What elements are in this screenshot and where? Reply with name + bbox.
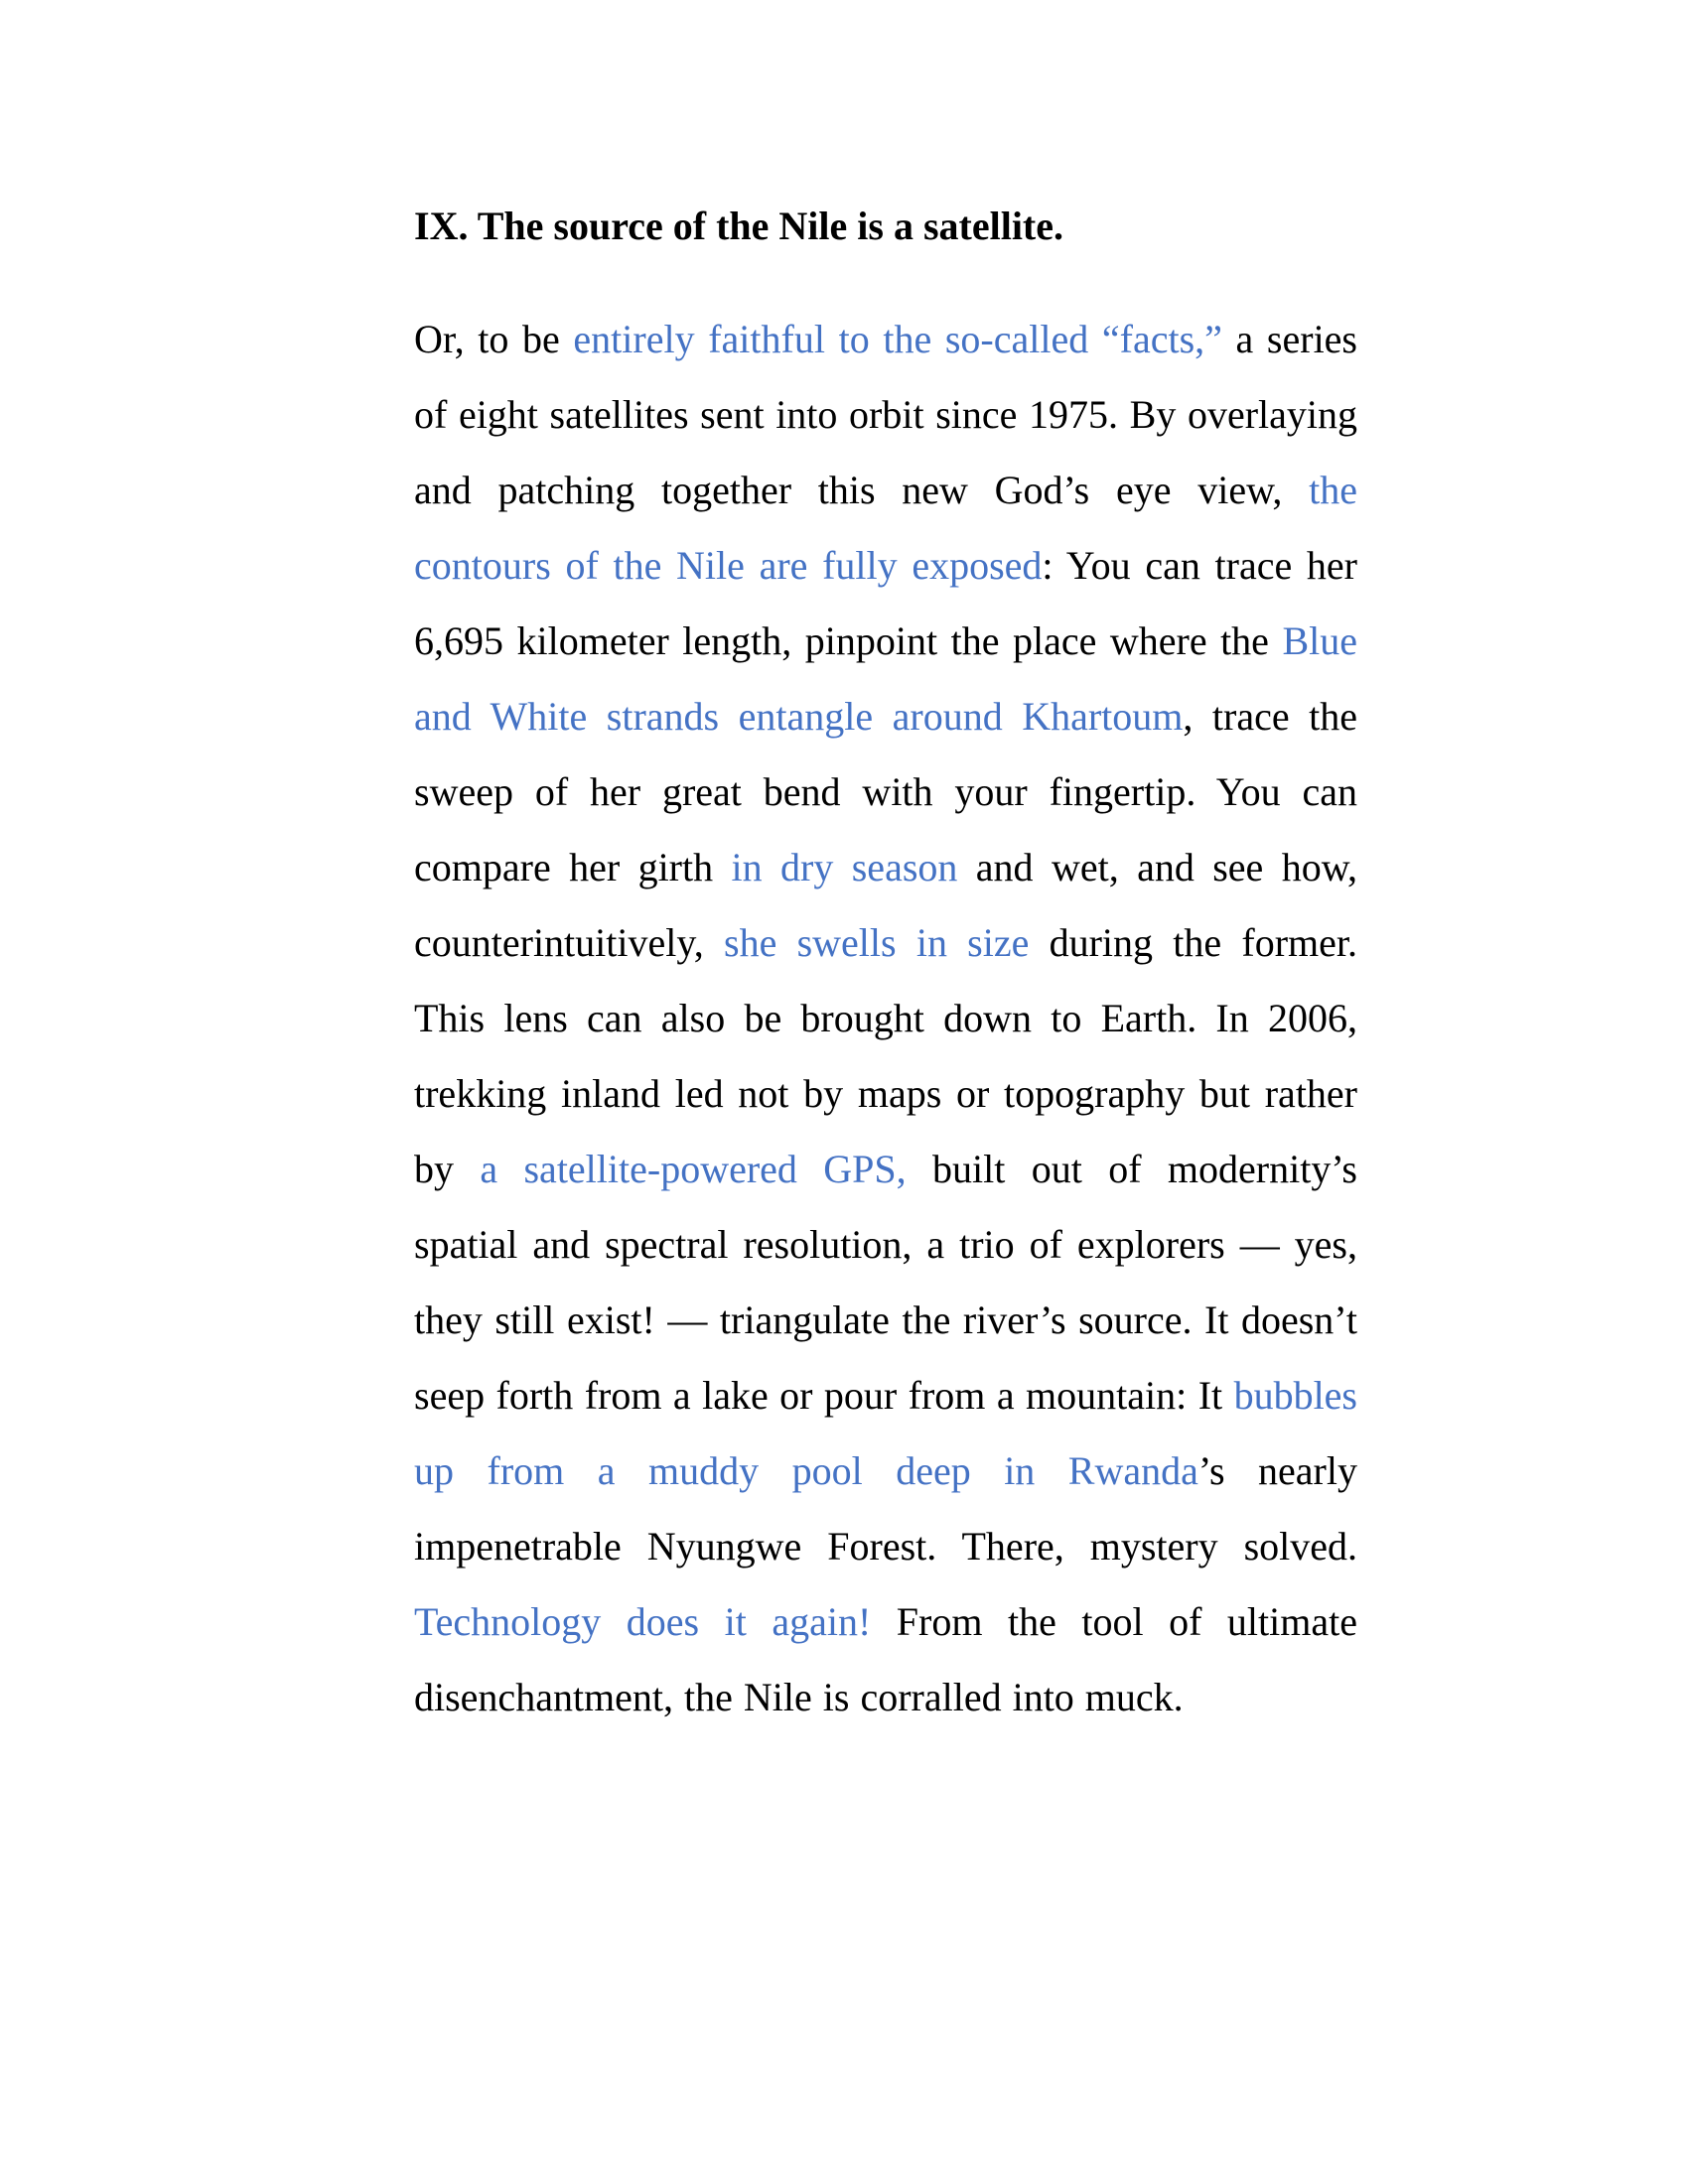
text-run: a series of eight satellites sent into orbit since 1975. By overlaying and patching together this new God’s eye view, [414,317,1357,512]
hyperlink-facts[interactable]: entirely faithful to the so-called “facts,” [573,317,1222,361]
hyperlink-contours[interactable]: the contours of the Nile are fully exposed [414,468,1357,588]
text-run: built out of modernity’s spatial and spectral resolution, a trio of explorers — yes, they still exist! — triangulate the river’s source. It doesn’t seep forth from a lake or pour from a mountain: It [414,1147,1358,1418]
section-heading: IX. The source of the Nile is a satellite. [414,204,1064,248]
hyperlink-dry-season[interactable]: in dry season [731,845,958,889]
hyperlink-rwanda[interactable]: bubbles up from a muddy pool deep in Rwanda [414,1373,1357,1493]
text-run: Or, to be [414,317,574,361]
text-run: , trace the sweep of her great bend with your fingertip. You can compare her girth [414,694,1357,889]
hyperlink-technology[interactable]: Technology does it again! [414,1599,872,1644]
text-run: From the tool of ultimate disenchantment, the Nile is corralled into muck. [414,1599,1357,1719]
body-paragraph [414,302,1357,1735]
text-run: ’s nearly impenetrable Nyungwe Forest. There, mystery solved. [414,1448,1357,1569]
text-run: during the former. This lens can also be brought down to Earth. In 2006, trekking inland led not by maps or topography but rather by [414,920,1358,1191]
hyperlink-gps[interactable]: a satellite-powered GPS, [480,1147,907,1191]
hyperlink-khartoum[interactable]: Blue and White strands entangle around Khartoum [414,618,1357,739]
hyperlink-swells[interactable]: she swells in size [724,920,1030,965]
page-content [414,199,1357,1735]
text-run: : You can trace her 6,695 kilometer length, pinpoint the place where the [414,543,1357,663]
text-run: and wet, and see how, counterintuitively, [414,845,1358,965]
